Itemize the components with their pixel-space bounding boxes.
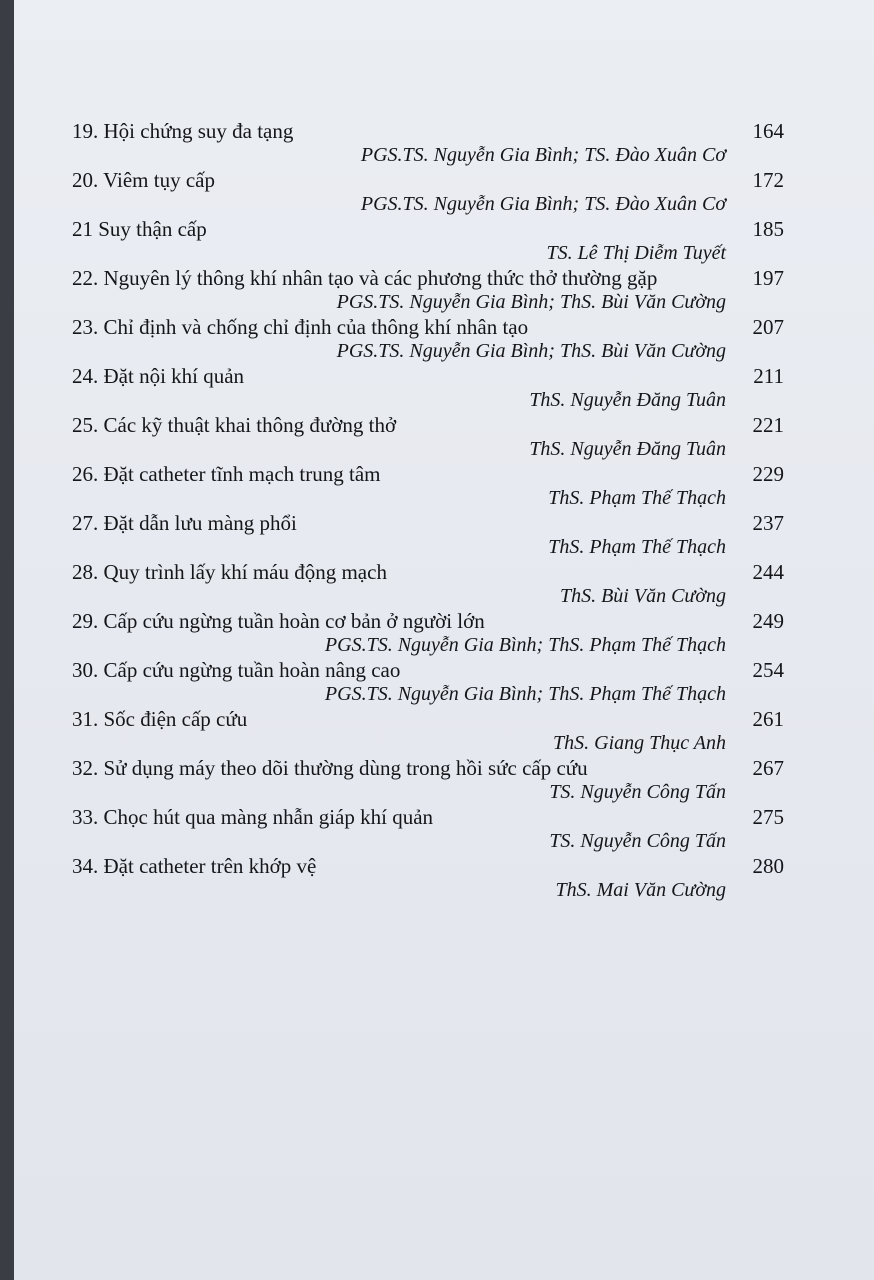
entry-title: 29. Cấp cứu ngừng tuần hoàn cơ bản ở người lớn (72, 609, 485, 633)
entry-author: ThS. Phạm Thế Thạch (548, 536, 726, 558)
entry-author: PGS.TS. Nguyễn Gia Bình; TS. Đào Xuân Cơ (360, 144, 726, 166)
toc-entry (72, 165, 784, 214)
entry-title: 22. Nguyên lý thông khí nhân tạo và các phương thức thở thường gặp (72, 266, 658, 290)
entry-page-number: 197 (752, 266, 784, 290)
entry-page-number: 185 (752, 217, 784, 241)
entry-page-number: 207 (752, 315, 784, 339)
entry-author: ThS. Phạm Thế Thạch (548, 487, 726, 509)
toc-entry (72, 802, 784, 851)
entry-title: 31. Sốc điện cấp cứu (72, 707, 248, 731)
entry-author: ThS. Bùi Văn Cường (559, 585, 726, 607)
toc-entry (72, 704, 784, 753)
entry-page-number: 275 (752, 805, 784, 829)
entry-title: 25. Các kỹ thuật khai thông đường thở (72, 413, 397, 437)
entry-title: 27. Đặt dẫn lưu màng phổi (72, 511, 297, 535)
entry-title: 26. Đặt catheter tĩnh mạch trung tâm (72, 462, 381, 486)
toc-entry (72, 312, 784, 361)
entry-page-number: 249 (752, 609, 784, 633)
entry-page-number: 229 (752, 462, 784, 486)
toc-entry (72, 410, 784, 459)
entry-author: PGS.TS. Nguyễn Gia Bình; ThS. Bùi Văn Cường (336, 291, 726, 313)
entry-author: ThS. Mai Văn Cường (555, 879, 726, 901)
book-page (14, 0, 874, 1280)
entry-author: ThS. Nguyễn Đăng Tuân (529, 438, 726, 460)
entry-page-number: 237 (752, 511, 784, 535)
entry-title: 21 Suy thận cấp (72, 217, 207, 241)
toc-entry (72, 459, 784, 508)
entry-page-number: 164 (752, 119, 784, 143)
table-of-contents (72, 116, 784, 900)
toc-entry (72, 753, 784, 802)
toc-entry (72, 557, 784, 606)
entry-title: 32. Sử dụng máy theo dõi thường dùng trong hồi sức cấp cứu (72, 756, 588, 780)
toc-entry (72, 655, 784, 704)
toc-entry (72, 263, 784, 312)
toc-entry (72, 606, 784, 655)
toc-entry (72, 508, 784, 557)
entry-page-number: 211 (753, 364, 784, 388)
entry-page-number: 172 (752, 168, 784, 192)
entry-author: PGS.TS. Nguyễn Gia Bình; ThS. Bùi Văn Cường (336, 340, 726, 362)
toc-entry (72, 214, 784, 263)
entry-title: 28. Quy trình lấy khí máu động mạch (72, 560, 387, 584)
toc-entry (72, 851, 784, 900)
toc-entry (72, 116, 784, 165)
entry-author: PGS.TS. Nguyễn Gia Bình; ThS. Phạm Thế Thạch (324, 683, 726, 705)
entry-page-number: 244 (752, 560, 784, 584)
toc-entry (72, 361, 784, 410)
entry-title: 23. Chỉ định và chống chỉ định của thông khí nhân tạo (72, 315, 529, 339)
entry-title: 33. Chọc hút qua màng nhẫn giáp khí quản (72, 805, 434, 829)
entry-page-number: 267 (752, 756, 784, 780)
entry-title: 19. Hội chứng suy đa tạng (72, 119, 294, 143)
entry-page-number: 254 (752, 658, 784, 682)
entry-title: 30. Cấp cứu ngừng tuần hoàn nâng cao (72, 658, 401, 682)
entry-page-number: 221 (752, 413, 784, 437)
entry-author: ThS. Giang Thục Anh (553, 732, 726, 754)
entry-author: TS. Lê Thị Diễm Tuyết (546, 242, 726, 264)
entry-page-number: 261 (752, 707, 784, 731)
entry-title: 20. Viêm tụy cấp (72, 168, 215, 192)
entry-author: ThS. Nguyễn Đăng Tuân (529, 389, 726, 411)
entry-author: PGS.TS. Nguyễn Gia Bình; ThS. Phạm Thế Thạch (324, 634, 726, 656)
entry-author: TS. Nguyễn Công Tấn (549, 830, 726, 852)
entry-title: 24. Đặt nội khí quản (72, 364, 245, 388)
entry-author: TS. Nguyễn Công Tấn (549, 781, 726, 803)
entry-title: 34. Đặt catheter trên khớp vệ (72, 854, 317, 878)
entry-page-number: 280 (752, 854, 784, 878)
entry-author: PGS.TS. Nguyễn Gia Bình; TS. Đào Xuân Cơ (360, 193, 726, 215)
